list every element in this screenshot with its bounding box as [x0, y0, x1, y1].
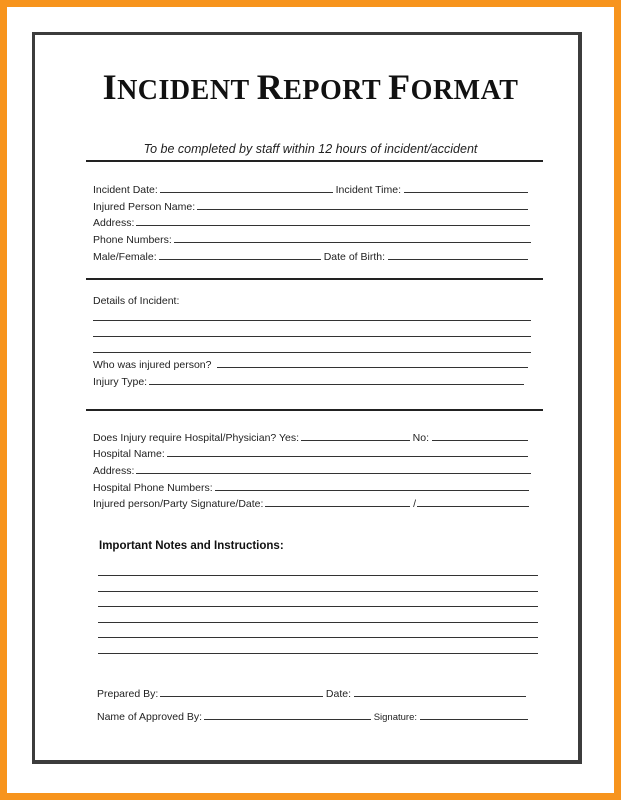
- who-was-injured-field[interactable]: [217, 366, 528, 368]
- injury-type-field[interactable]: [149, 383, 524, 385]
- injury-type-label: Injury Type:: [93, 376, 148, 388]
- date-of-birth-label: Date of Birth:: [323, 251, 385, 263]
- incident-date-field[interactable]: [160, 191, 333, 193]
- hospital-name-label: Hospital Name:: [93, 448, 165, 460]
- details-line[interactable]: [93, 320, 531, 321]
- phone-numbers-field[interactable]: [174, 241, 531, 243]
- phone-numbers-row: [93, 231, 534, 246]
- approver-signature-field[interactable]: [420, 718, 528, 720]
- document-title: [0, 66, 621, 108]
- incident-time-field[interactable]: [404, 191, 528, 193]
- hospital-phone-row: [93, 479, 532, 494]
- document-subtitle: To be completed by staff within 12 hours of incident/accident: [143, 142, 478, 156]
- hospital-address-label: Address:: [93, 465, 135, 477]
- slash-separator: /: [413, 498, 416, 510]
- address-row: [93, 214, 533, 229]
- notes-heading: Important Notes and Instructions:: [99, 540, 284, 552]
- hospital-address-field[interactable]: [136, 472, 531, 474]
- title-word-1: INCIDENT: [102, 67, 257, 107]
- notes-line[interactable]: [98, 637, 538, 638]
- hospital-address-row: [93, 462, 534, 477]
- gender-dob-row: [93, 248, 531, 263]
- hospital-no-field[interactable]: [432, 439, 528, 441]
- who-was-injured-label: Who was injured person?: [93, 359, 212, 371]
- approved-by-row: [97, 708, 531, 723]
- injury-type-row: [93, 373, 527, 388]
- details-line[interactable]: [93, 336, 531, 337]
- address-label: Address:: [93, 217, 135, 229]
- notes-line[interactable]: [98, 575, 538, 576]
- notes-line[interactable]: [98, 606, 538, 607]
- male-female-field[interactable]: [159, 258, 321, 260]
- injured-person-name-field[interactable]: [197, 208, 528, 210]
- signature-date-label: Injured person/Party Signature/Date:: [93, 498, 264, 510]
- approved-by-field[interactable]: [204, 718, 371, 720]
- hospital-phone-label: Hospital Phone Numbers:: [93, 482, 213, 494]
- prepared-date-label: Date:: [325, 688, 351, 700]
- notes-line[interactable]: [98, 653, 538, 654]
- incident-date-row: [93, 181, 531, 196]
- address-field[interactable]: [136, 224, 530, 226]
- date-of-birth-field[interactable]: [388, 258, 528, 260]
- hospital-phone-field[interactable]: [215, 489, 529, 491]
- signature-date-field[interactable]: [417, 505, 529, 507]
- prepared-by-label: Prepared By:: [97, 688, 159, 700]
- prepared-by-row: [97, 685, 529, 700]
- section-divider: [86, 278, 543, 280]
- section-divider: [86, 409, 543, 411]
- title-word-2: REPORT: [256, 67, 389, 107]
- hospital-name-field[interactable]: [167, 455, 528, 457]
- approved-by-label: Name of Approved By:: [97, 711, 203, 723]
- details-line[interactable]: [93, 352, 531, 353]
- section-divider: [86, 160, 543, 162]
- title-word-3: FORMAT: [388, 67, 519, 107]
- signature-label: Signature:: [373, 712, 417, 723]
- hospital-yes-field[interactable]: [301, 439, 410, 441]
- hospital-name-row: [93, 445, 531, 460]
- incident-time-label: Incident Time:: [335, 184, 401, 196]
- who-was-injured-row: [93, 356, 531, 371]
- prepared-date-field[interactable]: [354, 695, 526, 697]
- prepared-by-field[interactable]: [160, 695, 323, 697]
- signature-date-row: [93, 495, 532, 510]
- male-female-label: Male/Female:: [93, 251, 157, 263]
- details-of-incident-label: Details of Incident:: [93, 295, 180, 307]
- incident-date-label: Incident Date:: [93, 184, 158, 196]
- notes-line[interactable]: [98, 591, 538, 592]
- phone-numbers-label: Phone Numbers:: [93, 234, 172, 246]
- injured-person-name-row: [93, 198, 531, 213]
- signature-field[interactable]: [265, 505, 410, 507]
- hospital-required-row: [93, 429, 531, 444]
- notes-line[interactable]: [98, 622, 538, 623]
- injured-person-name-label: Injured Person Name:: [93, 201, 196, 213]
- hospital-required-label: Does Injury require Hospital/Physician? Yes:: [93, 432, 300, 444]
- hospital-no-label: No:: [412, 432, 429, 444]
